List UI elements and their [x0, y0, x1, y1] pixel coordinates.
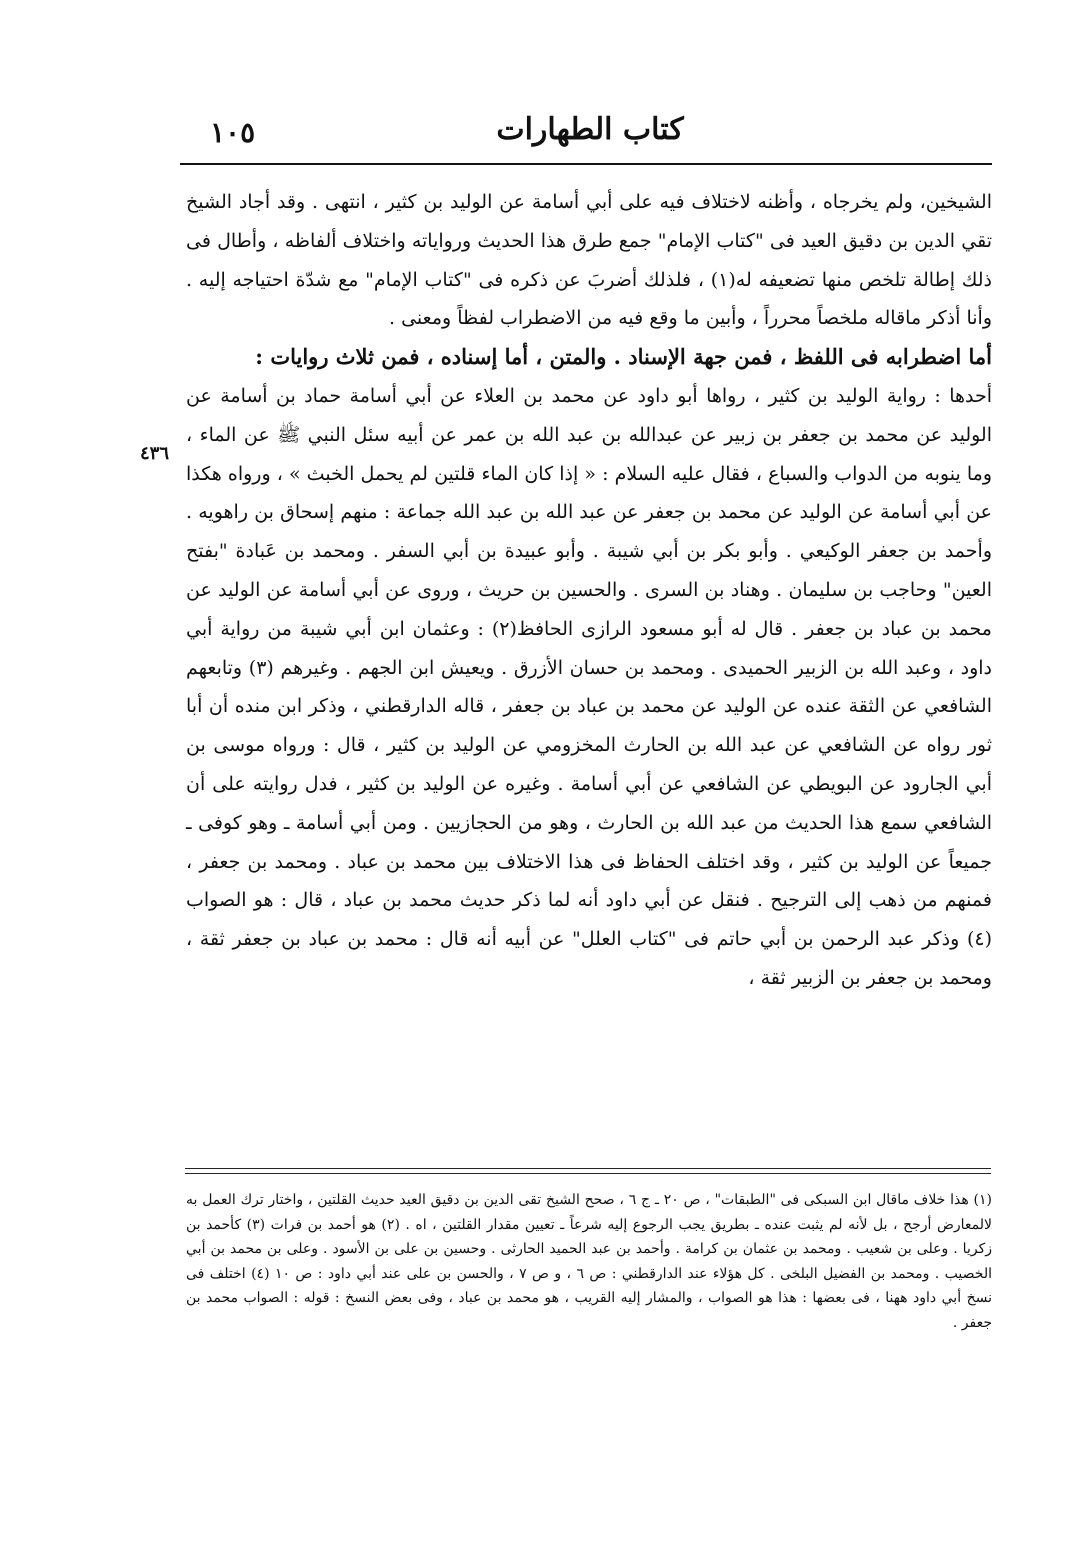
main-text	[186, 183, 992, 998]
footnotes	[186, 1188, 992, 1336]
paragraph: الشيخين، ولم يخرجاه ، وأظنه لاختلاف فيه على أبي أسامة عن الوليد بن كثير ، انتهى . وقد أجاد الشيخ تقي الدين بن دقيق العيد فى "كتاب الإمام" جمع طرق هذا الحديث ورواياته واختلاف ألفاظه ، وأطال فى ذلك إطالة تلخص منها تضعيفه له(١) ، فلذلك أضربَ عن ذكره فى "كتاب الإمام" مع شدّة احتياجه إليه . وأنا أذكر ماقاله ملخصاً محرراً ، وأبين ما وقع فيه من الاضطراب لفظاً ومعنى .	[186, 191, 992, 330]
paragraph-heading: أما اضطرابه فى اللفظ ، فمن جهة الإسناد . والمتن ، أما إسناده ، فمن ثلاث روايات :	[255, 344, 992, 370]
footnote-text: (١) هذا خلاف ماقال ابن السبكى فى "الطبقات" ، ص ٢٠ ـ ج ٦ ، صحح الشيخ تقى الدين بن دقيق العيد حديث القلتين ، واختار ترك العمل به لالمعارض أرجح ، بل لأنه لم يثبت عنده ـ بطريق يجب الرجوع إليه شرعاً ـ تعيين مقدار القلتين ، اه . (٢) هو أحمد بن فرات (٣) كأحمد بن زكريا . وعلى بن شعيب . ومحمد بن عثمان بن كرامة . وأحمد بن عبد الحميد الحارثى . وحسين بن على بن الأسود . وعلى بن محمد بن أبي الخصيب . ومحمد بن الفضيل البلخى . كل هؤلاء عند الدارقطني : ص ٦ ، و ص ٧ ، والحسن بن على عند أبي داود : ص ١٠ (٤) اختلف فى نسخ أبي داود ههنا ، فى بعضها : هذا هو الصواب ، والمشار إليه القريب ، هو محمد بن عباد ، وفى بعض النسخ : قوله : الصواب محمد بن جعفر .	[186, 1192, 992, 1331]
page-header	[180, 112, 990, 154]
margin-note-number: ٤٣٦	[140, 443, 170, 464]
paragraph: أحدها : رواية الوليد بن كثير ، رواها أبو داود عن محمد بن العلاء عن أبي أسامة حماد بن أسامة عن الوليد عن محمد بن جعفر بن زبير عن عبدالله بن عبد الله بن عمر عن أبيه سئل النبي ﷺ عن الماء ، وما ينوبه من الدواب والسباع ، فقال عليه السلام : « إذا كان الماء قلتين لم يحمل الخبث » ، ورواه هكذا عن أبي أسامة عن الوليد عن محمد بن جعفر عن عبد الله بن عبد الله جماعة : منهم إسحاق بن راهويه . وأحمد بن جعفر الوكيعي . وأبو بكر بن أبي شيبة . وأبو عبيدة بن أبي السفر . ومحمد بن عَبادة "بفتح العين" وحاجب بن سليمان . وهناد بن السرى . والحسين بن حريث ، وروى عن أبي أسامة عن الوليد عن محمد بن عباد بن جعفر . قال له أبو مسعود الرازى الحافظ(٢) : وعثمان ابن أبي شيبة من رواية أبي داود ، وعبد الله بن الزبير الحميدى . ومحمد بن حسان الأزرق . ويعيش ابن الجهم . وغيرهم (٣) وتابعهم الشافعي عن الثقة عنده عن الوليد عن محمد بن عباد بن جعفر ، قاله الدارقطني ، وذكر ابن منده أن أبا ثور رواه عن الشافعي عن عبد الله بن الحارث المخزومي عن الوليد بن كثير ، قال : ورواه موسى بن أبي الجارود عن البويطي عن الشافعي عن أبي أسامة . وغيره عن الوليد بن كثير ، فدل روايته على أن الشافعي سمع هذا الحديث من عبد الله بن الحارث ، وهو من الحجازيين . ومن أبي أسامة ـ وهو كوفى ـ جميعاً عن الوليد بن كثير ، وقد اختلف الحفاظ فى هذا الاختلاف بين محمد بن عباد . ومحمد بن جعفر ، فمنهم من ذهب إلى الترجيح . فنقل عن أبي داود أنه لما ذكر حديث محمد بن عباد ، قال : هو الصواب (٤) وذكر عبد الرحمن بن أبي حاتم فى "كتاب العلل" عن أبيه أنه قال : محمد بن عباد بن جعفر ثقة ، ومحمد بن جعفر بن الزبير ثقة ،	[186, 384, 992, 989]
page-number: ١٠٥	[210, 116, 256, 149]
footnote-divider	[185, 1168, 991, 1169]
running-title: كتاب الطهارات	[496, 112, 684, 147]
header-divider	[180, 163, 992, 165]
footnote-divider	[185, 1173, 991, 1174]
